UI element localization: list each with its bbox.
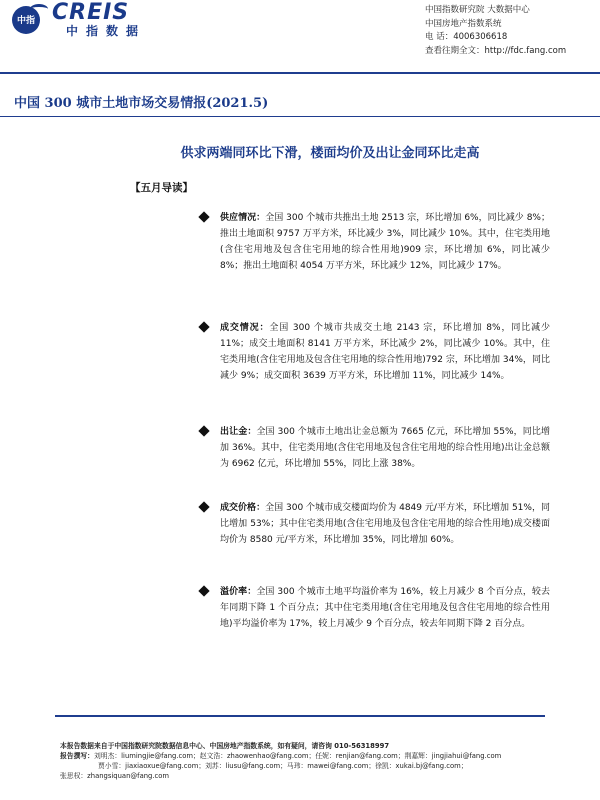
bullet-text: 全国 300 个城市成交楼面均价为 4849 元/平方米，环比增加 51%，同比增加 53%；其中住宅类用地(含住宅用地及包含住宅用地的综合性用地)成交楼面均价为 8580 元/平方米，环比增加 35%，同比增加 60%。 (220, 503, 550, 545)
title-divider (0, 116, 600, 117)
bullet-label: 溢价率： (220, 587, 257, 597)
bullet-text: 全国 300 个城市共推出土地 2513 宗，环比增加 6%，同比减少 8%；推出土地面积 9757 万平方米，环比减少 3%，同比减少 10%。其中，住宅类用地(含住宅用地及包含住宅用地的综合性用地)909 宗，环比增加 6%，同比减少 8%；推出土地面积 4054 万平方米，环比减少 12%，同比减少 17%。 (220, 213, 550, 271)
bullet-label: 成交价格： (220, 503, 266, 513)
bullet-label: 供应情况： (220, 213, 266, 223)
creis-logo (10, 0, 150, 38)
contact-line: 中国房地产指数系统 (425, 18, 502, 29)
contact-block (425, 4, 566, 58)
footer-source-note: 本报告数据来自于中国指数研究院数据信息中心、中国房地产指数系统，如有疑问，请咨询 010-56318997 (60, 742, 390, 750)
diamond-bullet-icon (198, 425, 209, 436)
bullet-label: 出让金： (220, 427, 257, 437)
bullet-label: 成交情况： (220, 323, 270, 333)
contact-line: 中国指数研究院 大数据中心 (425, 5, 530, 15)
bullet-text: 全国 300 个城市土地平均溢价率为 16%，较上月减少 8 个百分点，较去年同期下降 1 个百分点；其中住宅类用地(含住宅用地及包含住宅用地的综合性用地)平均溢价率为 17%，较上月减少 9 个百分点，较去年同期下降 2 百分点。 (220, 587, 550, 629)
footer-authors-line: 刘明杰：liumingjie@fang.com；赵文浩：zhaowenhao@fang.com；任妮：renjian@fang.com；荆嘉辉：jingjiahui@fang.com (93, 752, 502, 760)
diamond-bullet-icon (198, 211, 209, 222)
logo-wordmark: CREIS (52, 0, 130, 25)
contact-line: 电 话：4006306618 (425, 32, 508, 42)
header-divider (0, 72, 600, 74)
diamond-bullet-icon (198, 321, 209, 332)
bullet-text: 全国 300 个城市共成交土地 2143 宗，环比增加 8%，同比减少 11%；成交土地面积 8141 万平方米，环比减少 2%，同比减少 10%。其中，住宅类用地(含住宅用地及包含住宅用地的综合性用地)792 宗，环比增加 34%，同比减少 9%；成交面积 3639 万平方米，环比增加 11%，同比减少 14%。 (220, 323, 550, 381)
guide-label: 【五月导读】 (130, 182, 193, 194)
diamond-bullet-icon (198, 501, 209, 512)
footer-authors-line-3: 张思权：zhangsiquan@fang.com (60, 772, 170, 780)
headline: 供求两端同环比下滑，楼面均价及出让金同环比走高 (180, 146, 480, 161)
contact-line: 查看往期全文：http://fdc.fang.com (425, 45, 567, 56)
logo-chinese-name: 中指数据 (66, 24, 147, 38)
logo-seal-icon: 中指 (10, 4, 48, 34)
report-title: 中国 300 城市土地市场交易情报(2021.5) (14, 96, 269, 111)
bullet-text: 全国 300 个城市土地出让金总额为 7665 亿元，环比增加 55%，同比增加 36%。其中，住宅类用地(含住宅用地及包含住宅用地的综合性用地)出让金总额为 6962 亿元，环比增加 55%，同比上涨 38%。 (220, 427, 550, 469)
page-footer (60, 741, 590, 781)
footer-authors-line-2: 贾小雪：jiaxiaoxue@fang.com；刘苏：liusu@fang.com；马玮：mawei@fang.com；徐凯：xukai.bj@fang.com； (98, 762, 468, 770)
footer-authors-label: 报告撰写： (60, 752, 94, 760)
footer-divider (55, 715, 545, 717)
footer-authors (60, 751, 590, 761)
diamond-bullet-icon (198, 585, 209, 596)
page-header (0, 0, 600, 72)
